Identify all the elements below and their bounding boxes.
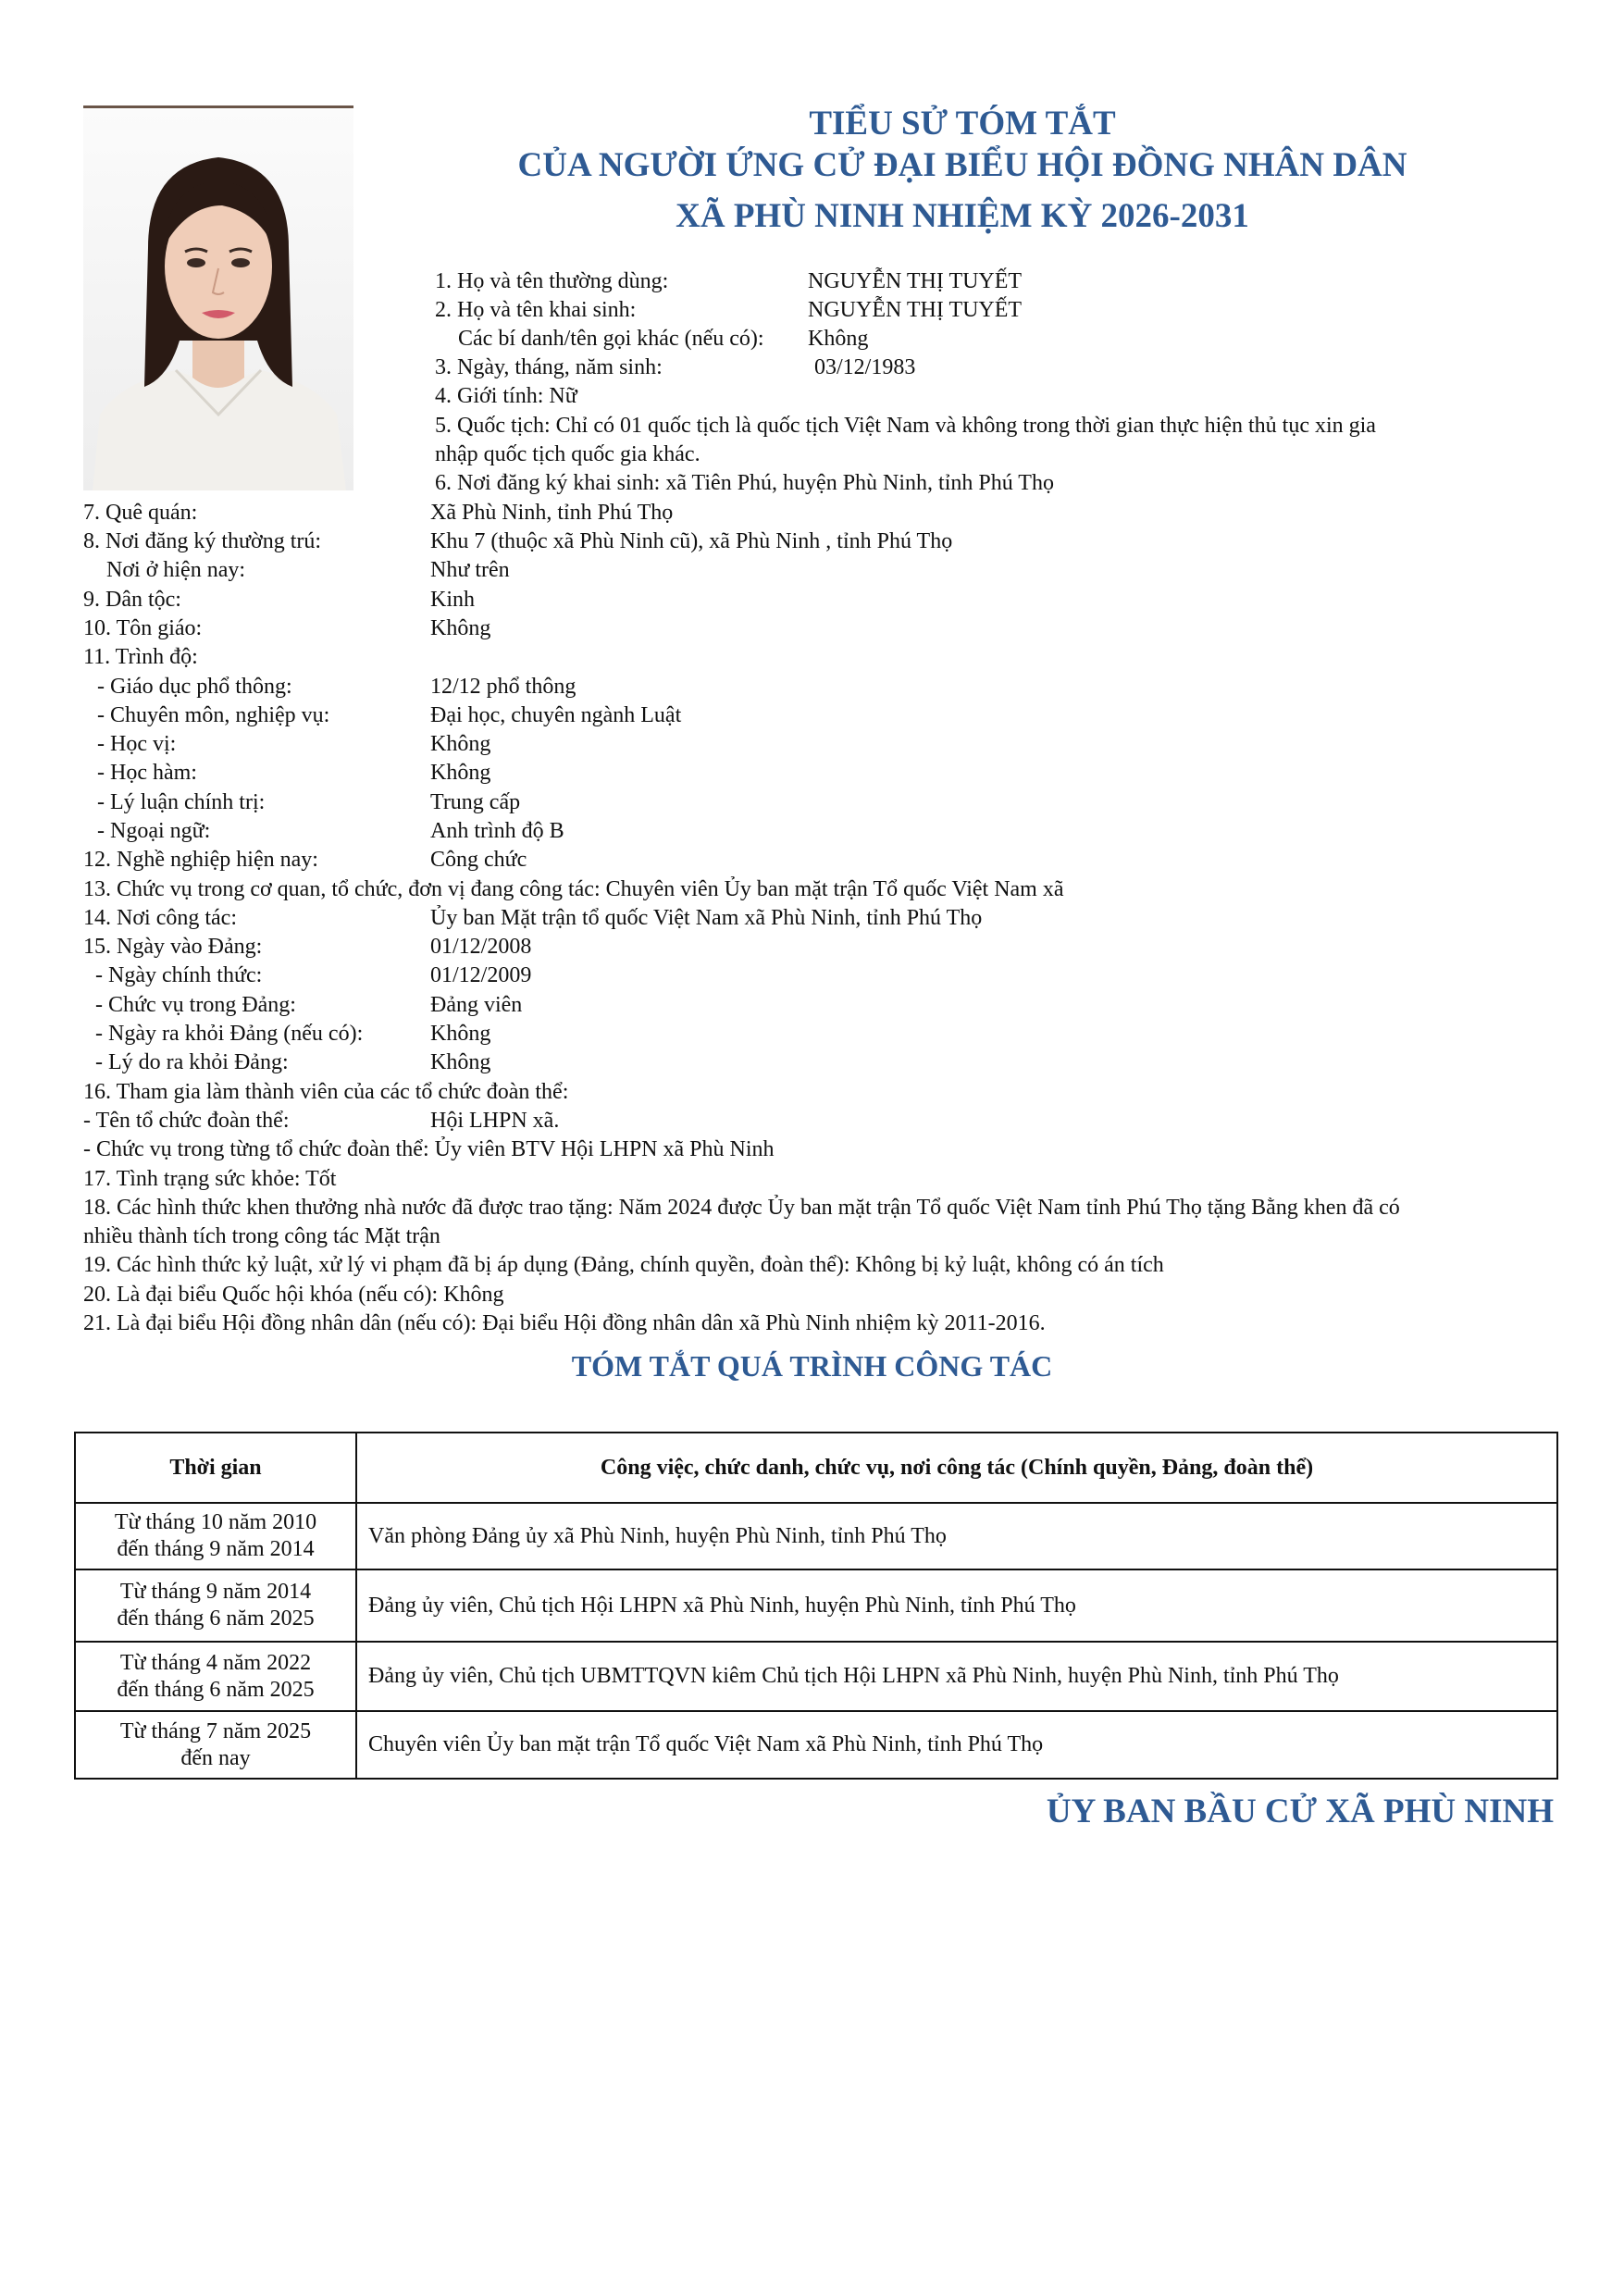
field-11b-label: - Chuyên môn, nghiệp vụ: [97,703,330,727]
field-17: 17. Tình trạng sức khỏe: Tốt [83,1167,337,1191]
field-3-value: 03/12/1983 [814,355,916,379]
field-15b-value: Đảng viên [430,993,523,1017]
field-15c-value: Không [430,1022,491,1046]
field-2-label: 2. Họ và tên khai sinh: [435,298,637,322]
field-11e-label: - Lý luận chính trị: [97,790,266,814]
field-18-line-2: nhiều thành tích trong công tác Mặt trận [83,1224,440,1248]
field-2-value: NGUYỄN THỊ TUYẾT [808,298,1023,322]
field-2b-value: Không [808,327,869,351]
title-line-2: CỦA NGƯỜI ỨNG CỬ ĐẠI BIỂU HỘI ĐỒNG NHÂN DÂN [517,146,1407,184]
field-11c-value: Không [430,732,491,756]
row-description: Văn phòng Đảng ủy xã Phù Ninh, huyện Phù Ninh, tỉnh Phú Thọ [356,1503,1557,1569]
field-16b: - Chức vụ trong từng tổ chức đoàn thể: Ủy viên BTV Hội LHPN xã Phù Ninh [83,1137,775,1161]
row-time-start: Từ tháng 4 năm 2022 [119,1650,312,1675]
table-row [75,1503,1557,1569]
field-11a-value: 12/12 phổ thông [430,675,576,699]
field-11b-value: Đại học, chuyên ngành Luật [430,703,682,727]
row-time-end: đến tháng 6 năm 2025 [117,1606,315,1631]
field-8-value: Khu 7 (thuộc xã Phù Ninh cũ), xã Phù Ninh , tỉnh Phú Thọ [430,529,953,553]
field-11e-value: Trung cấp [430,790,521,814]
field-7-label: 7. Quê quán: [83,501,198,525]
title-line-1: TIỂU SỬ TÓM TẮT [809,105,1116,143]
field-12-value: Công chức [430,848,527,872]
field-13: 13. Chức vụ trong cơ quan, tổ chức, đơn vị đang công tác: Chuyên viên Ủy ban mặt trận Tổ quốc Việt Nam xã [83,877,1064,901]
field-10-value: Không [430,616,491,640]
field-1-label: 1. Họ và tên thường dùng: [435,269,669,293]
field-11f-value: Anh trình độ B [430,819,564,843]
header-time: Thời gian [75,1433,356,1503]
field-16: 16. Tham gia làm thành viên của các tổ chức đoàn thể: [83,1080,569,1104]
row-description: Chuyên viên Ủy ban mặt trận Tổ quốc Việt Nam xã Phù Ninh, tỉnh Phú Thọ [356,1711,1557,1779]
field-14-label: 14. Nơi công tác: [83,906,237,930]
field-21: 21. Là đại biểu Hội đồng nhân dân (nếu có): Đại biểu Hội đồng nhân dân xã Phù Ninh nhiệm kỳ 2011-2016. [83,1311,1046,1335]
field-9-value: Kinh [430,588,475,612]
field-9-label: 9. Dân tộc: [83,588,181,612]
row-description: Đảng ủy viên, Chủ tịch Hội LHPN xã Phù Ninh, huyện Phù Ninh, tỉnh Phú Thọ [356,1569,1557,1642]
field-16a-value: Hội LHPN xã. [430,1109,560,1133]
row-time [75,1642,356,1711]
work-history-table [74,1432,1558,1780]
row-time-start: Từ tháng 10 năm 2010 [114,1510,317,1534]
field-14-value: Ủy ban Mặt trận tổ quốc Việt Nam xã Phù Ninh, tỉnh Phú Thọ [430,906,983,930]
field-15c-label: - Ngày ra khỏi Đảng (nếu có): [95,1022,364,1046]
row-time-end: đến tháng 6 năm 2025 [117,1677,315,1702]
field-8b-label: Nơi ở hiện nay: [106,558,246,582]
row-time [75,1711,356,1779]
field-11d-label: - Học hàm: [97,761,197,785]
field-18-line-1: 18. Các hình thức khen thưởng nhà nước đã được trao tặng: Năm 2024 được Ủy ban mặt trận Tổ quốc Việt Nam tỉnh Phú Thọ tặng Bằng khen đã có [83,1196,1400,1220]
title-line-3: XÃ PHÙ NINH NHIỆM KỲ 2026-2031 [676,197,1249,235]
field-15d-label: - Lý do ra khỏi Đảng: [95,1050,289,1074]
field-3-label: 3. Ngày, tháng, năm sinh: [435,355,663,379]
field-15-label: 15. Ngày vào Đảng: [83,935,263,959]
field-6: 6. Nơi đăng ký khai sinh: xã Tiên Phú, huyện Phù Ninh, tỉnh Phú Thọ [435,471,1054,495]
row-time-end: đến tháng 9 năm 2014 [117,1537,315,1561]
field-11c-label: - Học vị: [97,732,177,756]
row-time-end: đến nay [180,1745,251,1770]
table-header-row [75,1433,1557,1503]
row-time-start: Từ tháng 9 năm 2014 [119,1580,312,1604]
field-7-value: Xã Phù Ninh, tỉnh Phú Thọ [430,501,674,525]
field-16a-label: - Tên tổ chức đoàn thể: [83,1109,290,1133]
field-11f-label: - Ngoại ngữ: [97,819,211,843]
row-time [75,1503,356,1569]
photo-top-rule [83,105,353,108]
field-1-value: NGUYỄN THỊ TUYẾT [808,269,1023,293]
field-4: 4. Giới tính: Nữ [435,384,577,408]
field-15b-label: - Chức vụ trong Đảng: [95,993,296,1017]
field-2b-label: Các bí danh/tên gọi khác (nếu có): [458,327,764,351]
field-8b-value: Như trên [430,558,510,582]
field-12-label: 12. Nghề nghiệp hiện nay: [83,848,318,872]
table-row [75,1711,1557,1779]
work-section-title: TÓM TẮT QUÁ TRÌNH CÔNG TÁC [571,1349,1053,1383]
header-description: Công việc, chức danh, chức vụ, nơi công tác (Chính quyền, Đảng, đoàn thể) [356,1433,1557,1503]
table-row [75,1569,1557,1642]
field-15-value: 01/12/2008 [430,935,532,959]
field-19: 19. Các hình thức kỷ luật, xử lý vi phạm đã bị áp dụng (Đảng, chính quyền, đoàn thể): Không bị kỷ luật, không có án tích [83,1253,1164,1277]
field-15a-label: - Ngày chính thức: [95,963,263,987]
field-11a-label: - Giáo dục phổ thông: [97,675,292,699]
field-8-label: 8. Nơi đăng ký thường trú: [83,529,322,553]
field-11-label: 11. Trình độ: [83,645,198,669]
field-5-line-2: nhập quốc tịch quốc gia khác. [435,442,700,466]
field-5-line-1: 5. Quốc tịch: Chỉ có 01 quốc tịch là quốc tịch Việt Nam và không trong thời gian thực hiện thủ tục xin gia [435,414,1376,438]
portrait-photo [83,109,353,490]
field-10-label: 10. Tôn giáo: [83,616,203,640]
row-time-start: Từ tháng 7 năm 2025 [119,1718,312,1743]
field-11d-value: Không [430,761,491,785]
field-15d-value: Không [430,1050,491,1074]
table-row [75,1642,1557,1711]
row-description: Đảng ủy viên, Chủ tịch UBMTTQVN kiêm Chủ tịch Hội LHPN xã Phù Ninh, huyện Phù Ninh, tỉnh Phú Thọ [356,1642,1557,1711]
row-time [75,1569,356,1642]
field-20: 20. Là đại biểu Quốc hội khóa (nếu có): Không [83,1283,504,1307]
field-15a-value: 01/12/2009 [430,963,532,987]
election-committee-signature: ỦY BAN BẦU CỬ XÃ PHÙ NINH [1046,1793,1554,1830]
